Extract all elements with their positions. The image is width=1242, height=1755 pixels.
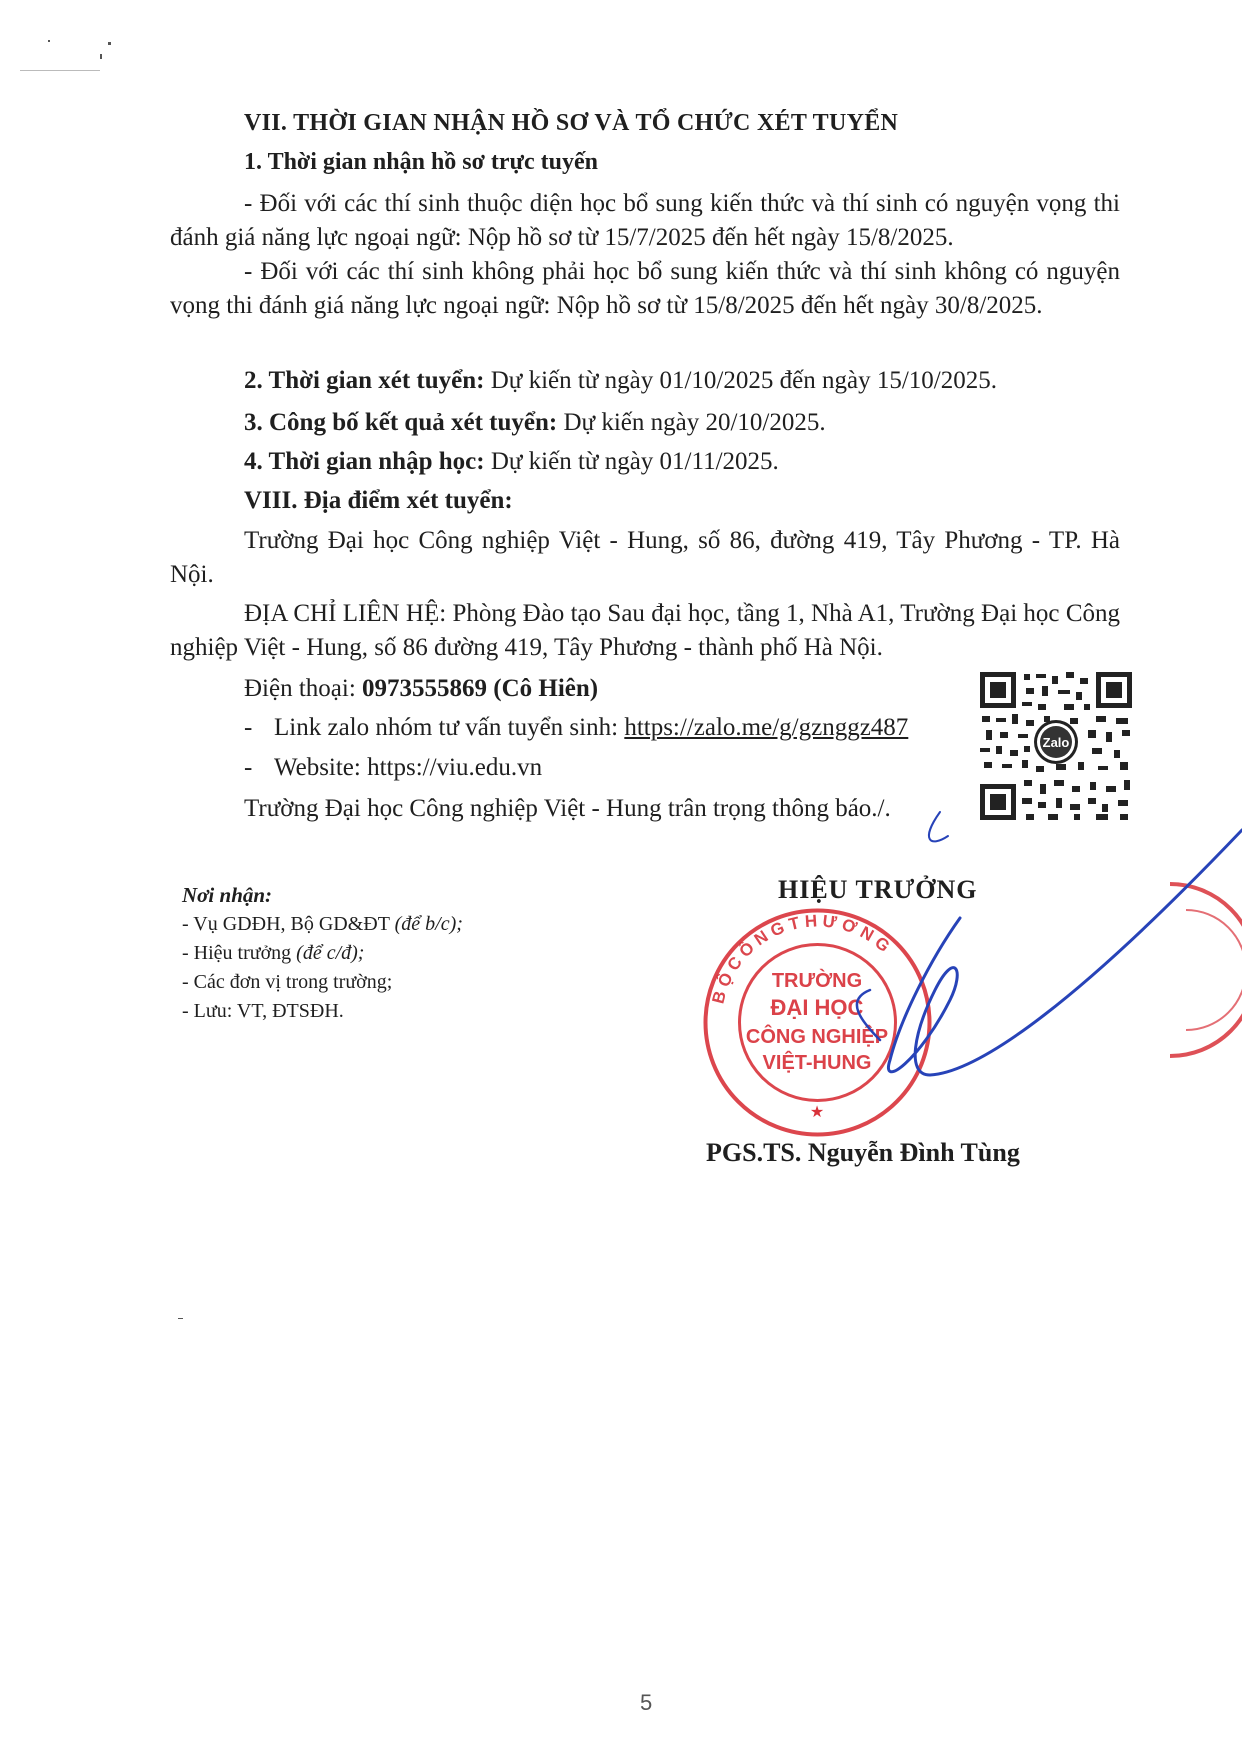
section-7-heading: VII. THỜI GIAN NHẬN HỒ SƠ VÀ TỔ CHỨC XÉT TUYỂN [244,110,899,136]
section-8-heading: VIII. Địa điểm xét tuyển: [244,487,513,514]
zalo-badge-text: Zalo [1042,735,1070,750]
item-result-announcement [244,406,826,440]
admission-location: Trường Đại học Công nghiệp Việt - Hung, số 86, đường 419, Tây Phương - TP. Hà Nội. [170,527,1120,588]
zalo-label: Link zalo nhóm tư vấn tuyển sinh: [274,714,625,741]
svg-text:★: ★ [809,1102,825,1121]
recipient-item: - Vụ GDĐH, Bộ GD&ĐT (để b/c); [182,913,463,935]
scan-speck [108,42,111,45]
item-enrollment-time [244,445,779,479]
item-text: Dự kiến từ ngày 01/10/2025 đến ngày 15/10/2025. [484,367,997,394]
recipients-title: Nơi nhận: [182,883,273,907]
zalo-line [244,711,908,745]
page-number: 5 [640,1690,653,1715]
signatory-name: PGS.TS. Nguyễn Đình Tùng [706,1138,1020,1167]
svg-text:TRƯỜNG: TRƯỜNG [771,970,863,992]
svg-text:CÔNG NGHIỆP: CÔNG NGHIỆP [745,1026,889,1048]
item-admission-review-time [244,364,997,398]
recipient-item: - Hiệu trưởng (để c/đ); [182,942,365,964]
paragraph-regular-candidates: - Đối với các thí sinh không phải học bổ sung kiến thức và thí sinh không có nguyện vọng thi đánh giá năng lực ngoại ngữ: Nộp hồ sơ từ 15/8/2025 đến hết ngày 30/8/2025. [170,258,1120,319]
closing-line: Trường Đại học Công nghiệp Việt - Hung trân trọng thông báo./. [244,795,891,822]
scan-speck [48,40,50,42]
zalo-qr-code[interactable] [978,670,1134,822]
partial-seal-fragment [1150,880,1242,1060]
scan-speck [100,54,102,59]
recipients-block [182,881,463,1026]
phone-label: Điện thoại: [244,675,363,702]
recipient-item: - Lưu: VT, ĐTSĐH. [182,1000,344,1022]
section-7-subheading-online-submission: 1. Thời gian nhận hồ sơ trực tuyến [244,149,598,175]
svg-text:VIỆT-HUNG: VIỆT-HUNG [762,1052,872,1074]
official-seal [700,905,935,1140]
signature-title: HIỆU TRƯỞNG [778,875,978,904]
scan-speck [178,1318,183,1319]
scan-speck [20,70,100,71]
phone-line [244,672,598,706]
recipient-item: - Các đơn vị trong trường; [182,971,393,993]
item-label: 2. Thời gian xét tuyển: [244,367,485,394]
svg-text:ĐẠI HỌC: ĐẠI HỌC [770,995,864,1020]
item-text: Dự kiến ngày 20/10/2025. [557,409,826,436]
bullet-dash: - [244,714,253,741]
zalo-link[interactable]: https://zalo.me/g/gznggz487 [624,714,909,741]
website-line [244,751,542,785]
svg-text:B Ộ C Ô N G T H Ư Ơ N G: B Ộ C Ô N G T H Ư Ơ N G [708,911,894,1006]
item-text: Dự kiến từ ngày 01/11/2025. [484,448,779,475]
paragraph-supplementary-candidates: - Đối với các thí sinh thuộc diện học bổ sung kiến thức và thí sinh có nguyện vọng thi đánh giá năng lực ngoại ngữ: Nộp hồ sơ từ 15/7/2025 đến hết ngày 15/8/2025. [170,190,1120,251]
item-label: 4. Thời gian nhập học: [244,448,485,475]
contact-address: ĐỊA CHỈ LIÊN HỆ: Phòng Đào tạo Sau đại học, tầng 1, Nhà A1, Trường Đại học Công nghiệp Việt - Hung, số 86 đường 419, Tây Phương - thành phố Hà Nội. [170,600,1120,661]
website-text: Website: https://viu.edu.vn [274,754,543,781]
bullet-dash: - [244,754,253,781]
phone-value: 0973555869 (Cô Hiên) [362,675,599,702]
item-label: 3. Công bố kết quả xét tuyển: [244,409,558,436]
